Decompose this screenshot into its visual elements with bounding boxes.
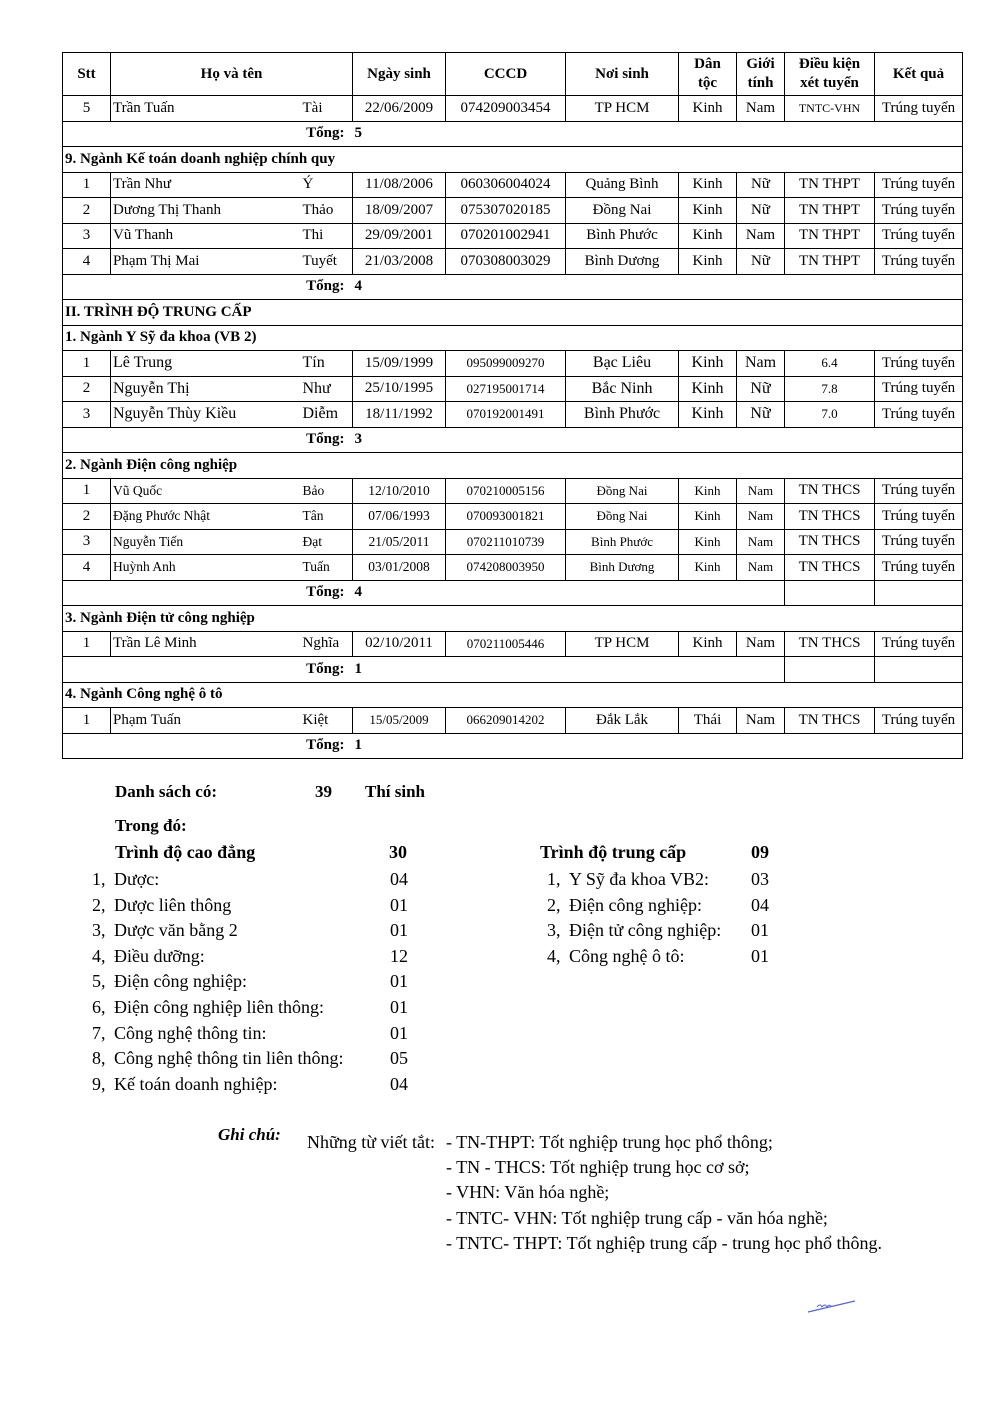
table-row (63, 351, 963, 377)
section-title: 1. Ngành Y Sỹ đa khoa (VB 2) (63, 325, 963, 351)
list-count: 39 (315, 782, 332, 801)
cell-result: Trúng tuyển (875, 478, 963, 504)
cell-stt: 1 (63, 351, 111, 377)
cell-birthplace: TP HCM (566, 96, 679, 122)
cell-stt: 1 (63, 631, 111, 657)
cell-result: Trúng tuyển (875, 96, 963, 122)
college-item-value: 01 (390, 920, 408, 941)
cell-first-name: Diễm (301, 402, 353, 428)
cell-birthplace: Bình Dương (566, 249, 679, 275)
cell-dob: 07/06/1993 (353, 504, 446, 530)
cell-gender: Nam (737, 478, 785, 504)
total-label: Tổng: (63, 274, 353, 300)
col-stt: Stt (63, 53, 111, 96)
cell-condition: TN THPT (785, 223, 875, 249)
intermediate-item-label: Điện công nghiệp: (569, 894, 702, 915)
cell-result: Trúng tuyển (875, 402, 963, 428)
cell-ethnicity: Kinh (679, 96, 737, 122)
cell-last-name: Dương Thị Thanh (111, 198, 301, 224)
table-row (63, 96, 963, 122)
cell-last-name: Đặng Phước Nhật (111, 504, 301, 530)
cell-stt: 3 (63, 223, 111, 249)
col-cccd: CCCD (446, 53, 566, 96)
cell-dob: 18/11/1992 (353, 402, 446, 428)
cell-cccd: 074208003950 (446, 555, 566, 581)
cell-birthplace: Đắk Lắk (566, 708, 679, 734)
college-item-num: 3, (92, 920, 106, 941)
college-item-value: 04 (390, 869, 408, 889)
note-line: - TNTC- THPT: Tốt nghiệp trung cấp - trung học phổ thông. (446, 1232, 883, 1253)
intermediate-item-label: Y Sỹ đa khoa VB2: (569, 869, 710, 889)
cell-cccd: 060306004024 (446, 172, 566, 198)
note-line: - TNTC- VHN: Tốt nghiệp trung cấp - văn hóa nghề; (446, 1207, 828, 1228)
cell-gender: Nam (737, 529, 785, 555)
cell-condition: TN THCS (785, 631, 875, 657)
total-filler (875, 580, 963, 606)
college-item-value: 12 (390, 945, 408, 966)
cell-cccd: 070192001491 (446, 402, 566, 428)
college-item-num: 2, (92, 894, 106, 915)
cell-ethnicity: Kinh (679, 478, 737, 504)
cell-gender: Nam (737, 351, 785, 377)
notes-label: Ghi chú: (218, 1125, 281, 1144)
table-row (63, 529, 963, 555)
college-item-label: Công nghệ thông tin liên thông: (114, 1048, 344, 1069)
cell-result: Trúng tuyển (875, 249, 963, 275)
cell-birthplace: Bình Phước (566, 223, 679, 249)
among-label: Trong đó: (115, 816, 187, 835)
college-total: 30 (389, 842, 407, 862)
cell-condition: TN THPT (785, 249, 875, 275)
cell-cccd: 070308003029 (446, 249, 566, 275)
header-row (63, 53, 963, 96)
cell-dob: 25/10/1995 (353, 376, 446, 402)
cell-last-name: Phạm Thị Mai (111, 249, 301, 275)
total-row (63, 427, 963, 453)
total-row (63, 121, 963, 147)
intermediate-item-value: 03 (751, 869, 769, 889)
cell-birthplace: Đồng Nai (566, 198, 679, 224)
table-row (63, 249, 963, 275)
cell-ethnicity: Kinh (679, 555, 737, 581)
cell-first-name: Thi (301, 223, 353, 249)
cell-first-name: Kiệt (301, 708, 353, 734)
cell-condition: 6.4 (785, 351, 875, 377)
table-row (63, 708, 963, 734)
cell-birthplace: Đồng Nai (566, 478, 679, 504)
cell-birthplace: Bình Phước (566, 529, 679, 555)
list-label: Danh sách có: (115, 782, 218, 801)
cell-first-name: Tuyết (301, 249, 353, 275)
college-item-num: 8, (92, 1048, 106, 1069)
cell-gender: Nam (737, 96, 785, 122)
college-item-label: Dược: (114, 869, 160, 889)
cell-stt: 3 (63, 529, 111, 555)
cell-stt: 5 (63, 96, 111, 122)
cell-dob: 15/05/2009 (353, 708, 446, 734)
total-filler (737, 580, 785, 606)
cell-birthplace: Bình Phước (566, 402, 679, 428)
cell-last-name: Trần Lê Minh (111, 631, 301, 657)
table-row (63, 555, 963, 581)
table-row (63, 198, 963, 224)
total-count: 4 (353, 274, 963, 300)
cell-cccd: 066209014202 (446, 708, 566, 734)
total-label: Tổng: (63, 427, 353, 453)
cell-cccd: 074209003454 (446, 96, 566, 122)
cell-stt: 1 (63, 172, 111, 198)
intermediate-label: Trình độ trung cấp (540, 842, 687, 862)
table-row (63, 504, 963, 530)
college-item-value: 04 (390, 1073, 408, 1094)
college-item-label: Điện công nghiệp: (114, 971, 247, 992)
total-label: Tổng: (63, 580, 353, 606)
total-filler (737, 657, 785, 683)
total-label: Tổng: (63, 657, 353, 683)
cell-birthplace: Đồng Nai (566, 504, 679, 530)
intermediate-item-num: 3, (547, 920, 561, 941)
cell-ethnicity: Kinh (679, 631, 737, 657)
cell-condition: TN THCS (785, 555, 875, 581)
cell-gender: Nam (737, 223, 785, 249)
intermediate-item-value: 01 (751, 945, 769, 966)
cell-dob: 15/09/1999 (353, 351, 446, 377)
cell-last-name: Lê Trung (111, 351, 301, 377)
cell-last-name: Nguyễn Thùy Kiều (111, 402, 301, 428)
cell-dob: 02/10/2011 (353, 631, 446, 657)
cell-dob: 03/01/2008 (353, 555, 446, 581)
note-line: - VHN: Văn hóa nghề; (446, 1182, 610, 1203)
cell-birthplace: Bình Dương (566, 555, 679, 581)
cell-last-name: Vũ Quốc (111, 478, 301, 504)
college-item-value: 01 (390, 971, 408, 992)
cell-condition: TNTC-VHN (785, 96, 875, 122)
cell-dob: 21/05/2011 (353, 529, 446, 555)
cell-last-name: Vũ Thanh (111, 223, 301, 249)
cell-first-name: Tuấn (301, 555, 353, 581)
cell-result: Trúng tuyển (875, 555, 963, 581)
college-item-value: 01 (390, 997, 408, 1017)
cell-birthplace: Quảng Bình (566, 172, 679, 198)
college-item-value: 01 (390, 1022, 408, 1043)
cell-gender: Nam (737, 631, 785, 657)
total-count: 4 (353, 580, 737, 606)
cell-result: Trúng tuyển (875, 198, 963, 224)
cell-ethnicity: Kinh (679, 402, 737, 428)
intermediate-item-label: Điện tử công nghiệp: (569, 920, 722, 941)
college-item-num: 1, (92, 869, 106, 889)
college-item-label: Dược văn bằng 2 (114, 920, 238, 941)
college-item-num: 6, (92, 997, 106, 1017)
cell-gender: Nam (737, 708, 785, 734)
section-row (63, 606, 963, 632)
cell-ethnicity: Kinh (679, 172, 737, 198)
college-item-label: Kế toán doanh nghiệp: (114, 1073, 278, 1094)
cell-ethnicity: Kinh (679, 504, 737, 530)
section-title: 4. Ngành Công nghệ ô tô (63, 682, 963, 708)
cell-condition: TN THCS (785, 478, 875, 504)
cell-gender: Nữ (737, 402, 785, 428)
cell-result: Trúng tuyển (875, 529, 963, 555)
cell-ethnicity: Kinh (679, 529, 737, 555)
intermediate-item-value: 01 (751, 920, 769, 941)
total-filler (875, 657, 963, 683)
intermediate-item-num: 2, (547, 894, 561, 915)
signature-mark (805, 1296, 861, 1318)
col-name: Họ và tên (111, 53, 353, 96)
cell-first-name: Bảo (301, 478, 353, 504)
table-row (63, 478, 963, 504)
total-row (63, 733, 963, 759)
cell-cccd: 070210005156 (446, 478, 566, 504)
cell-ethnicity: Kinh (679, 198, 737, 224)
section-row (63, 300, 963, 326)
college-item-num: 5, (92, 971, 106, 992)
cell-birthplace: Bạc Liêu (566, 351, 679, 377)
section-title: II. TRÌNH ĐỘ TRUNG CẤP (63, 300, 963, 326)
cell-cccd: 070211010739 (446, 529, 566, 555)
total-label: Tổng: (63, 121, 353, 147)
cell-cccd: 070093001821 (446, 504, 566, 530)
table-row (63, 223, 963, 249)
cell-first-name: Như (301, 376, 353, 402)
cell-gender: Nữ (737, 249, 785, 275)
intermediate-item-num: 4, (547, 945, 561, 966)
college-item-value: 05 (390, 1048, 408, 1069)
admission-table (62, 52, 963, 759)
col-birthplace: Nơi sinh (566, 53, 679, 96)
section-title: 9. Ngành Kế toán doanh nghiệp chính quy (63, 147, 963, 173)
total-count: 3 (353, 427, 963, 453)
cell-first-name: Tân (301, 504, 353, 530)
college-item-label: Dược liên thông (114, 894, 232, 915)
cell-last-name: Trần Như (111, 172, 301, 198)
cell-dob: 21/03/2008 (353, 249, 446, 275)
total-label: Tổng: (63, 733, 353, 759)
table-row (63, 172, 963, 198)
intermediate-total: 09 (751, 842, 769, 862)
intermediate-item-value: 04 (751, 894, 769, 915)
cell-gender: Nam (737, 555, 785, 581)
cell-cccd: 070201002941 (446, 223, 566, 249)
cell-ethnicity: Kinh (679, 249, 737, 275)
col-dob: Ngày sinh (353, 53, 446, 96)
cell-first-name: Thảo (301, 198, 353, 224)
section-row (63, 682, 963, 708)
cell-stt: 4 (63, 555, 111, 581)
cell-stt: 1 (63, 478, 111, 504)
cell-stt: 2 (63, 376, 111, 402)
col-condition: Điều kiện xét tuyển (785, 53, 875, 96)
cell-ethnicity: Kinh (679, 223, 737, 249)
section-row (63, 147, 963, 173)
cell-condition: TN THCS (785, 504, 875, 530)
section-title: 3. Ngành Điện tử công nghiệp (63, 606, 963, 632)
cell-stt: 1 (63, 708, 111, 734)
cell-result: Trúng tuyển (875, 504, 963, 530)
cell-last-name: Trần Tuấn (111, 96, 301, 122)
cell-result: Trúng tuyển (875, 376, 963, 402)
cell-first-name: Ý (301, 172, 353, 198)
college-item-num: 9, (92, 1073, 106, 1094)
section-row (63, 325, 963, 351)
cell-first-name: Tài (301, 96, 353, 122)
cell-result: Trúng tuyển (875, 223, 963, 249)
table-row (63, 402, 963, 428)
total-filler (785, 580, 875, 606)
college-item-label: Công nghệ thông tin: (114, 1022, 267, 1043)
cell-result: Trúng tuyển (875, 708, 963, 734)
cell-dob: 18/09/2007 (353, 198, 446, 224)
cell-first-name: Đạt (301, 529, 353, 555)
cell-dob: 22/06/2009 (353, 96, 446, 122)
cell-ethnicity: Kinh (679, 351, 737, 377)
cell-gender: Nữ (737, 198, 785, 224)
note-line: - TN - THCS: Tốt nghiệp trung học cơ sở; (446, 1157, 750, 1178)
intermediate-item-num: 1, (547, 869, 561, 889)
cell-dob: 29/09/2001 (353, 223, 446, 249)
list-unit: Thí sinh (365, 782, 426, 801)
section-row (63, 453, 963, 479)
college-item-value: 01 (390, 894, 408, 915)
cell-cccd: 070211005446 (446, 631, 566, 657)
college-item-num: 7, (92, 1022, 106, 1043)
cell-birthplace: Bắc Ninh (566, 376, 679, 402)
cell-stt: 2 (63, 198, 111, 224)
cell-first-name: Tín (301, 351, 353, 377)
college-item-label: Điều dưỡng: (114, 945, 205, 966)
cell-ethnicity: Kinh (679, 376, 737, 402)
cell-last-name: Huỳnh Anh (111, 555, 301, 581)
cell-last-name: Nguyễn Tiến (111, 529, 301, 555)
total-count: 1 (353, 657, 737, 683)
cell-stt: 4 (63, 249, 111, 275)
cell-gender: Nam (737, 504, 785, 530)
cell-condition: 7.8 (785, 376, 875, 402)
cell-gender: Nữ (737, 172, 785, 198)
college-label: Trình độ cao đẳng (115, 842, 256, 862)
cell-cccd: 095099009270 (446, 351, 566, 377)
col-ethnicity: Dân tộc (679, 53, 737, 96)
cell-stt: 2 (63, 504, 111, 530)
total-row (63, 274, 963, 300)
college-item-label: Điện công nghiệp liên thông: (114, 997, 324, 1017)
total-row (63, 657, 963, 683)
total-count: 1 (353, 733, 963, 759)
col-gender: Giới tính (737, 53, 785, 96)
cell-result: Trúng tuyển (875, 172, 963, 198)
table-row (63, 376, 963, 402)
cell-birthplace: TP HCM (566, 631, 679, 657)
section-title: 2. Ngành Điện công nghiệp (63, 453, 963, 479)
cell-condition: TN THPT (785, 198, 875, 224)
cell-last-name: Phạm Tuấn (111, 708, 301, 734)
total-row (63, 580, 963, 606)
cell-dob: 11/08/2006 (353, 172, 446, 198)
cell-result: Trúng tuyển (875, 631, 963, 657)
intermediate-item-label: Công nghệ ô tô: (569, 945, 685, 966)
cell-condition: TN THPT (785, 172, 875, 198)
cell-gender: Nữ (737, 376, 785, 402)
cell-result: Trúng tuyển (875, 351, 963, 377)
college-item-num: 4, (92, 945, 106, 966)
cell-cccd: 027195001714 (446, 376, 566, 402)
cell-condition: 7.0 (785, 402, 875, 428)
cell-last-name: Nguyễn Thị (111, 376, 301, 402)
cell-condition: TN THCS (785, 708, 875, 734)
cell-ethnicity: Thái (679, 708, 737, 734)
note-line: - TN-THPT: Tốt nghiệp trung học phổ thông; (446, 1132, 773, 1152)
cell-dob: 12/10/2010 (353, 478, 446, 504)
cell-cccd: 075307020185 (446, 198, 566, 224)
cell-condition: TN THCS (785, 529, 875, 555)
table-row (63, 631, 963, 657)
cell-stt: 3 (63, 402, 111, 428)
total-filler (785, 657, 875, 683)
cell-first-name: Nghĩa (301, 631, 353, 657)
col-result: Kết quả (875, 53, 963, 96)
total-count: 5 (353, 121, 963, 147)
notes-intro: Những từ viết tắt: (307, 1132, 435, 1152)
